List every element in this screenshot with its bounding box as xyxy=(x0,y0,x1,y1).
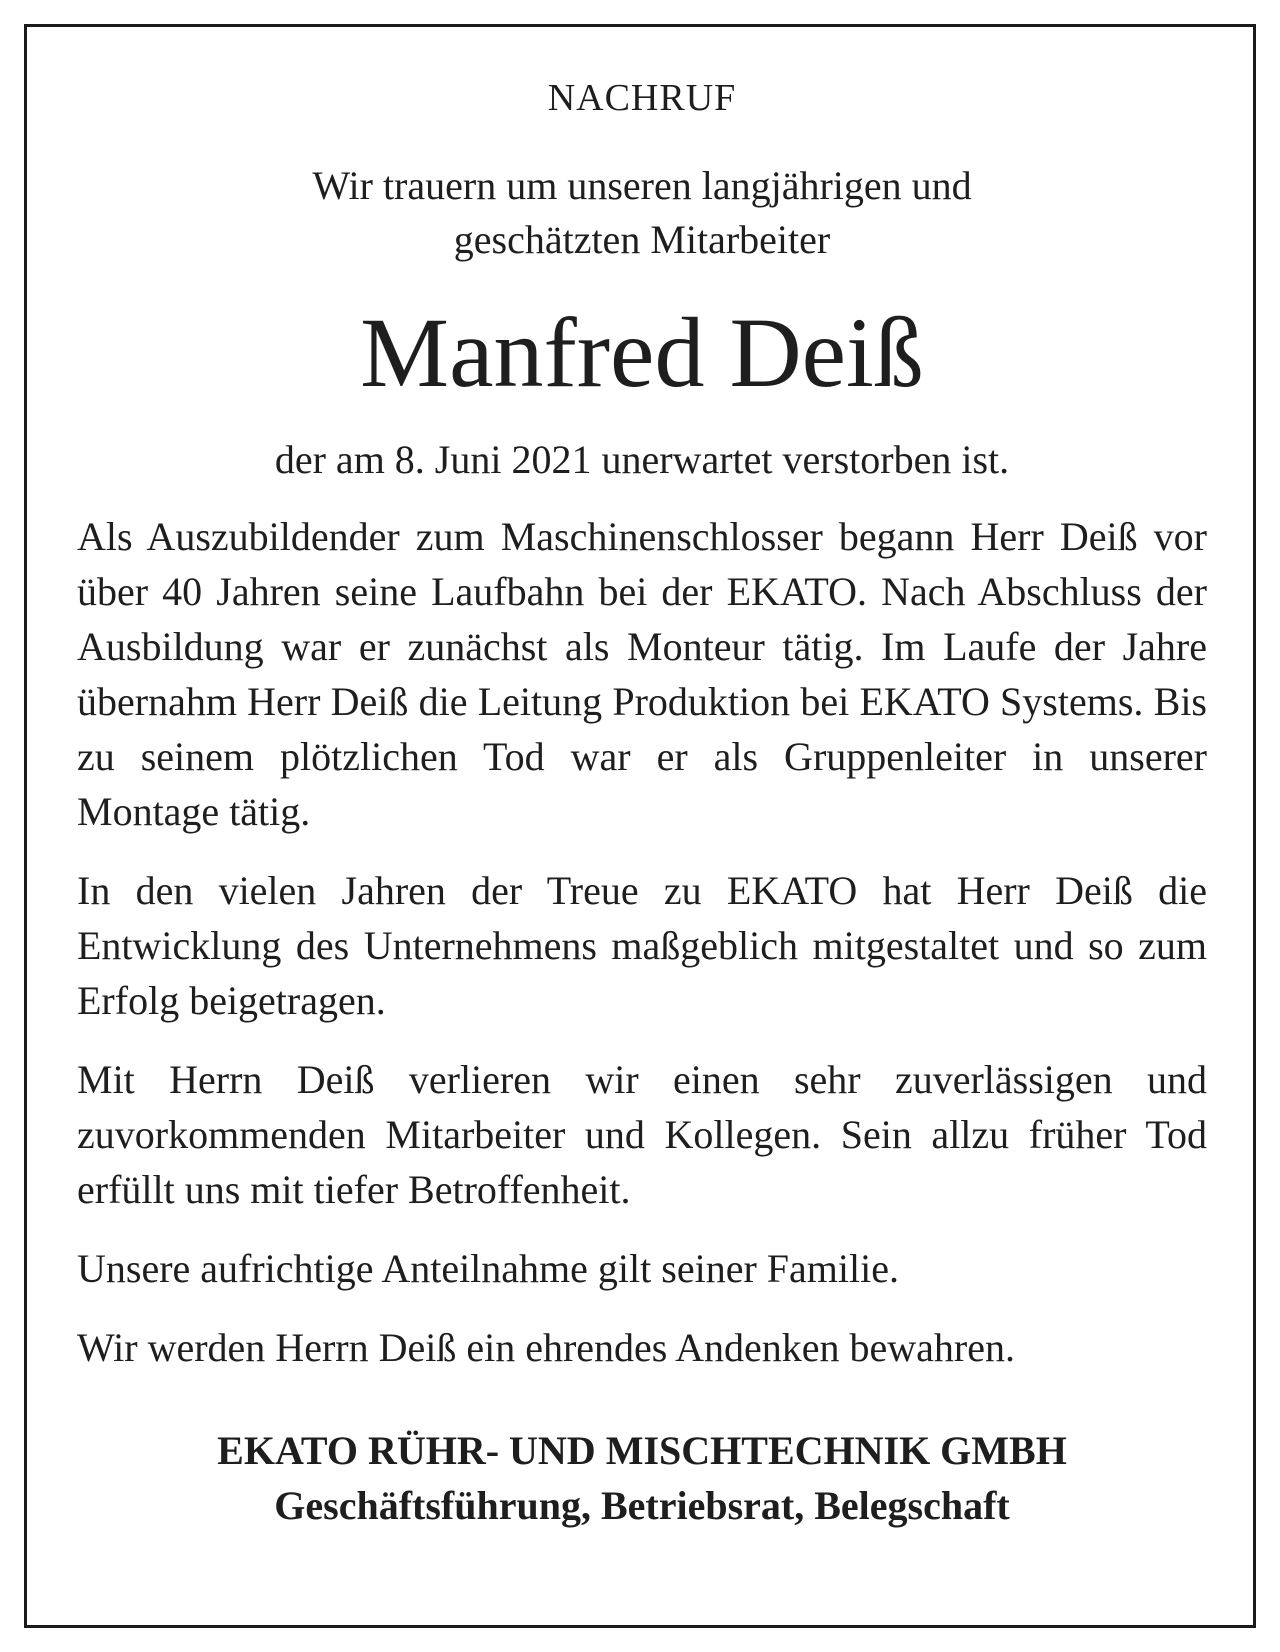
career-paragraph: Als Auszubildender zum Maschinenschlosser begann Herr Deiß vor über 40 Jahren seine Laufbahn bei der EKATO. Nach Abschluss der Ausbildung war er zunächst als Monteur tätig. Im Laufe der Jahre übernahm Herr Deiß die Leitung Produktion bei EKATO Systems. Bis zu seinem plötzlichen Tod war er als Gruppenleiter in unserer Montage tätig. xyxy=(77,514,1207,834)
signatory-groups: Geschäftsführung, Betriebsrat, Belegschaft xyxy=(274,1483,1010,1528)
deceased-name: Manfred Deiß xyxy=(360,297,924,408)
company-name: EKATO RÜHR- UND MISCHTECHNIK GMBH xyxy=(217,1428,1067,1473)
death-date-line: der am 8. Juni 2021 unerwartet verstorben ist. xyxy=(274,437,1010,482)
intro-line-1: Wir trauern um unseren langjährigen und xyxy=(312,163,972,208)
remembrance-paragraph: Wir werden Herrn Deiß ein ehrendes Andenken bewahren. xyxy=(77,1325,1016,1370)
obituary-frame xyxy=(24,24,1256,1628)
loyalty-paragraph: In den vielen Jahren der Treue zu EKATO hat Herr Deiß die Entwicklung des Unternehmens maßgeblich mitgestaltet und so zum Erfolg beigetragen. xyxy=(77,868,1207,1023)
intro-line-2: geschätzten Mitarbeiter xyxy=(453,217,831,262)
condolence-paragraph: Unsere aufrichtige Anteilnahme gilt seiner Familie. xyxy=(77,1246,899,1291)
signature-block xyxy=(77,1423,1207,1533)
loss-paragraph: Mit Herrn Deiß verlieren wir einen sehr zuverlässigen und zuvorkommenden Mitarbeiter und Kollegen. Sein allzu früher Tod erfüllt uns mit tiefer Betroffenheit. xyxy=(77,1057,1207,1212)
obituary-content xyxy=(77,75,1207,1533)
notice-heading: NACHRUF xyxy=(547,77,737,119)
